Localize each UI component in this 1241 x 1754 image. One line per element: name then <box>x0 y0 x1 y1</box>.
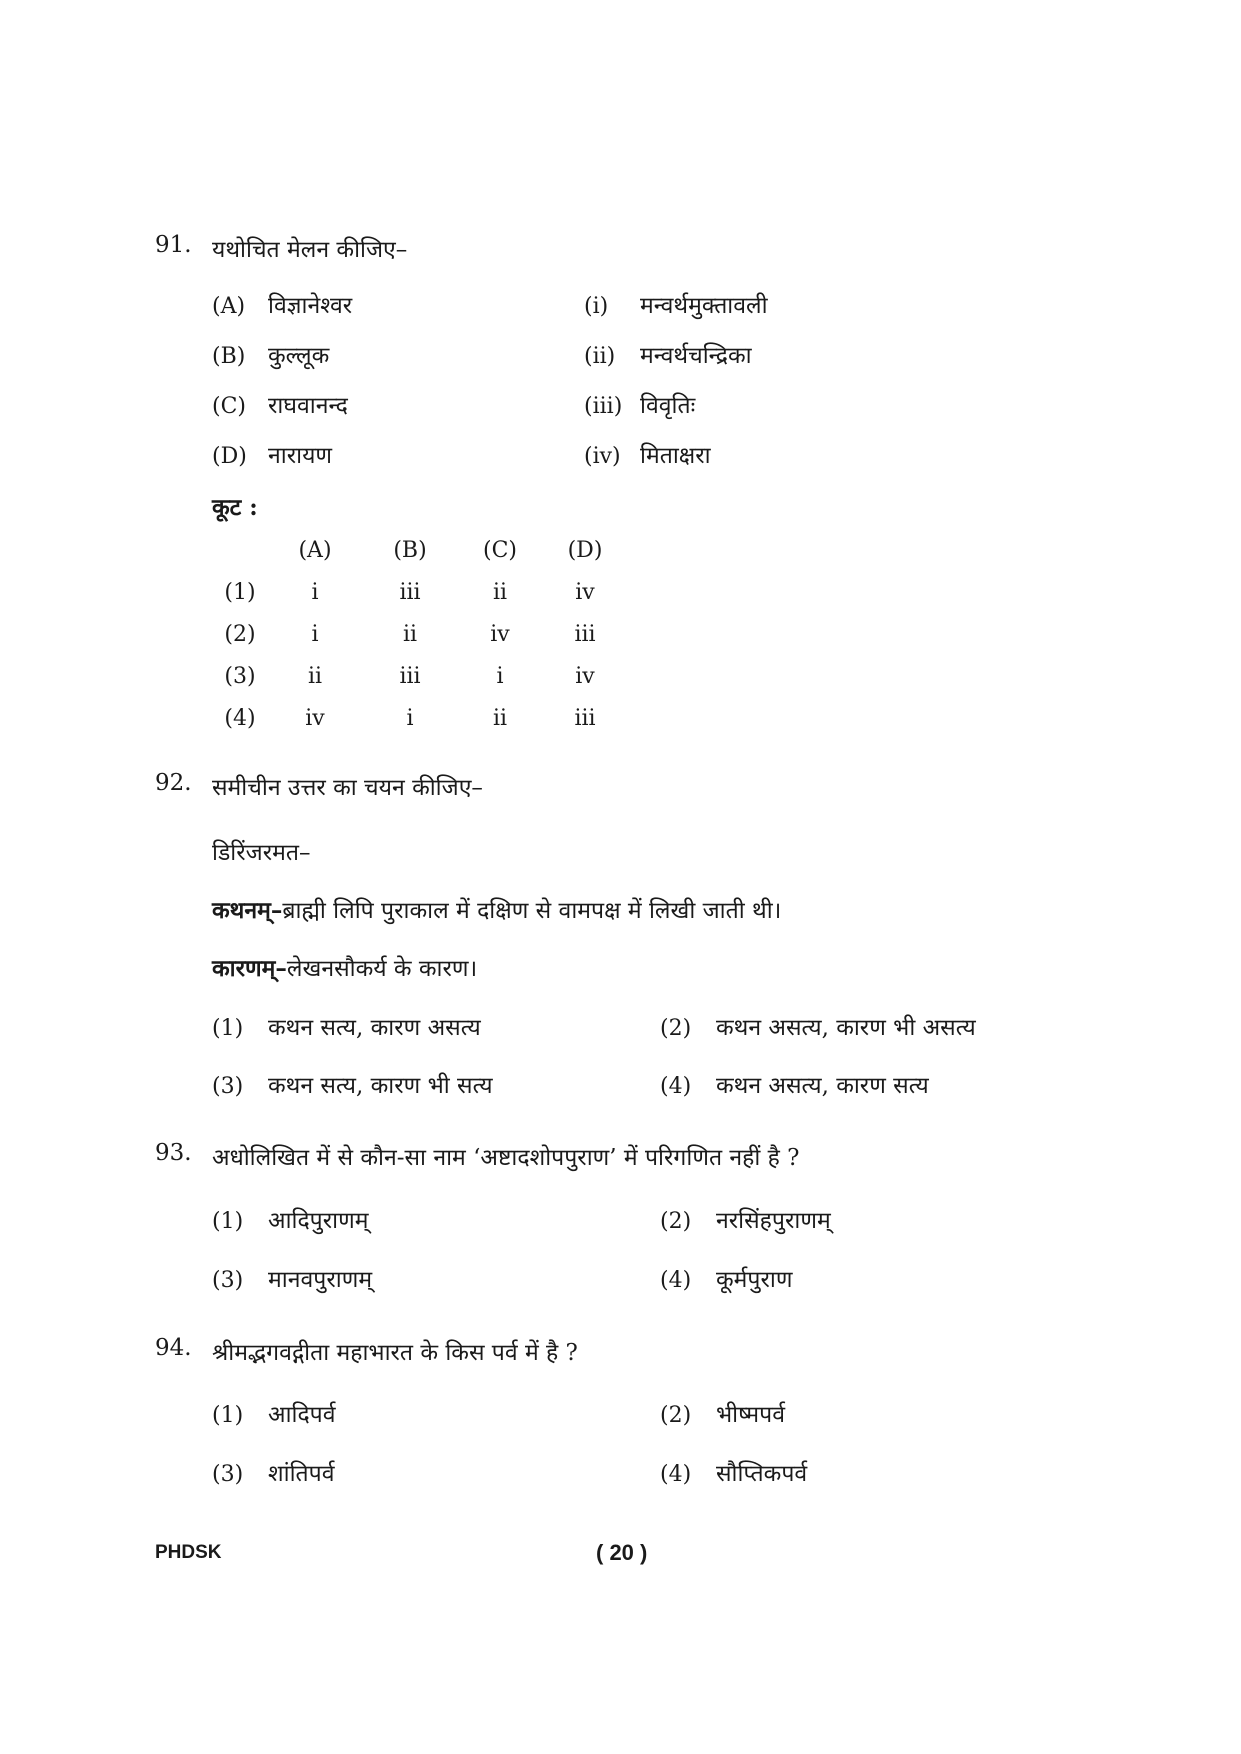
kut-value: i <box>496 664 504 689</box>
option-mark: (2) <box>660 1016 692 1041</box>
option-text: आदिपर्व <box>268 1402 336 1428</box>
q92-option[interactable] <box>660 1068 929 1100</box>
q91-right-mark: (iii) <box>584 394 623 419</box>
kut-value: iii <box>399 580 421 605</box>
q91-right-text: विवृतिः <box>640 393 696 419</box>
q92-number: 92. <box>155 770 192 796</box>
q93-option[interactable] <box>660 1203 831 1235</box>
kut-value: ii <box>307 664 323 689</box>
option-mark: (3) <box>212 1268 244 1293</box>
q91-left-mark: (A) <box>212 294 246 319</box>
q91-number: 91. <box>155 232 192 258</box>
kut-value: ii <box>402 622 418 647</box>
q91-left-mark: (C) <box>212 394 246 419</box>
q91-right-item <box>584 388 695 420</box>
option-text: नरसिंहपुराणम् <box>716 1208 831 1234</box>
option-text: कथन सत्य, कारण भी सत्य <box>268 1073 493 1099</box>
q91-left-item <box>212 388 348 420</box>
q91-right-item <box>584 438 711 470</box>
q92-option[interactable] <box>660 1010 976 1042</box>
option-text: कूर्मपुराण <box>716 1267 793 1293</box>
q92-subhead: डिरिंजरमत– <box>212 840 311 866</box>
q92-reason <box>212 951 477 983</box>
kut-value: iv <box>490 622 510 647</box>
q91-left-item <box>212 338 329 370</box>
kut-value: i <box>311 580 319 605</box>
q93-option[interactable] <box>212 1203 369 1235</box>
kut-value: iii <box>574 622 596 647</box>
q91-right-text: मिताक्षरा <box>640 443 711 469</box>
q91-right-item <box>584 338 752 370</box>
kut-header: (C) <box>483 538 517 563</box>
option-mark: (3) <box>212 1462 244 1487</box>
kut-value: iii <box>574 706 596 731</box>
kut-value: iii <box>399 664 421 689</box>
q91-left-item <box>212 438 332 470</box>
q91-right-item <box>584 288 768 320</box>
q91-right-mark: (i) <box>584 294 609 319</box>
q92-option[interactable] <box>212 1010 481 1042</box>
q94-option[interactable] <box>660 1397 785 1429</box>
page-number: ( 20 ) <box>596 1540 648 1565</box>
option-text: मानवपुराणम् <box>268 1267 373 1293</box>
kut-option: (3) <box>224 664 256 689</box>
q92-text: समीचीन उत्तर का चयन कीजिए– <box>212 775 483 801</box>
option-text: कथन असत्य, कारण भी असत्य <box>716 1015 976 1041</box>
option-mark: (4) <box>660 1462 692 1487</box>
option-mark: (4) <box>660 1268 692 1293</box>
q92-statement <box>212 893 781 925</box>
q91-right-mark: (iv) <box>584 444 621 469</box>
kut-value: ii <box>492 580 508 605</box>
q91-left-text: नारायण <box>268 443 333 469</box>
kut-header: (A) <box>298 538 332 563</box>
kut-value: i <box>311 622 319 647</box>
q91-left-mark: (D) <box>212 444 247 469</box>
q91-right-text: मन्वर्थचन्द्रिका <box>640 343 752 369</box>
option-text: शांतिपर्व <box>268 1461 335 1487</box>
reason-label: कारणम्– <box>212 955 287 982</box>
kut-header: (D) <box>567 538 603 563</box>
q94-option[interactable] <box>660 1456 807 1488</box>
statement-text: ब्राह्मी लिपि पुराकाल में दक्षिण से वामपक्ष में लिखी जाती थी। <box>282 898 782 924</box>
option-mark: (1) <box>212 1403 244 1428</box>
kut-value: i <box>406 706 414 731</box>
q91-right-text: मन्वर्थमुक्तावली <box>640 293 768 319</box>
kut-value: iv <box>575 664 595 689</box>
q93-option[interactable] <box>660 1262 792 1294</box>
q94-option[interactable] <box>212 1456 335 1488</box>
q91-right-mark: (ii) <box>584 344 616 369</box>
q91-left-text: राघवानन्द <box>268 393 348 419</box>
option-text: कथन असत्य, कारण सत्य <box>716 1073 929 1099</box>
q91-left-text: विज्ञानेश्वर <box>268 293 353 319</box>
kut-header: (B) <box>393 538 427 563</box>
option-text: सौप्तिकपर्व <box>716 1461 808 1487</box>
option-text: आदिपुराणम् <box>268 1208 369 1234</box>
q92-option[interactable] <box>212 1068 493 1100</box>
q93-option[interactable] <box>212 1262 372 1294</box>
option-mark: (4) <box>660 1074 692 1099</box>
option-text: कथन सत्य, कारण असत्य <box>268 1015 481 1041</box>
kut-value: iv <box>305 706 325 731</box>
q91-left-mark: (B) <box>212 344 246 369</box>
q91-left-text: कुल्लूक <box>268 343 330 369</box>
option-mark: (1) <box>212 1209 244 1234</box>
q93-text: अधोलिखित में से कौन-सा नाम ‘अष्टादशोपपुराण’ में परिगणित नहीं है ? <box>212 1145 800 1171</box>
kut-label: कूट : <box>212 494 258 521</box>
statement-label: कथनम्– <box>212 897 283 924</box>
option-mark: (2) <box>660 1403 692 1428</box>
q94-option[interactable] <box>212 1397 336 1429</box>
kut-option: (4) <box>224 706 256 731</box>
option-mark: (3) <box>212 1074 244 1099</box>
kut-value: iv <box>575 580 595 605</box>
kut-value: ii <box>492 706 508 731</box>
kut-option: (2) <box>224 622 256 647</box>
q91-text: यथोचित मेलन कीजिए– <box>212 237 408 263</box>
option-mark: (1) <box>212 1016 244 1041</box>
option-text: भीष्मपर्व <box>716 1402 785 1428</box>
q94-number: 94. <box>155 1335 192 1361</box>
q94-text: श्रीमद्भगवद्गीता महाभारत के किस पर्व में है ? <box>212 1340 578 1366</box>
option-mark: (2) <box>660 1209 692 1234</box>
kut-option: (1) <box>224 580 256 605</box>
q93-number: 93. <box>155 1140 192 1166</box>
q91-left-item <box>212 288 352 320</box>
reason-text: लेखनसौकर्य के कारण। <box>286 956 478 982</box>
paper-code: PHDSK <box>155 1542 222 1563</box>
